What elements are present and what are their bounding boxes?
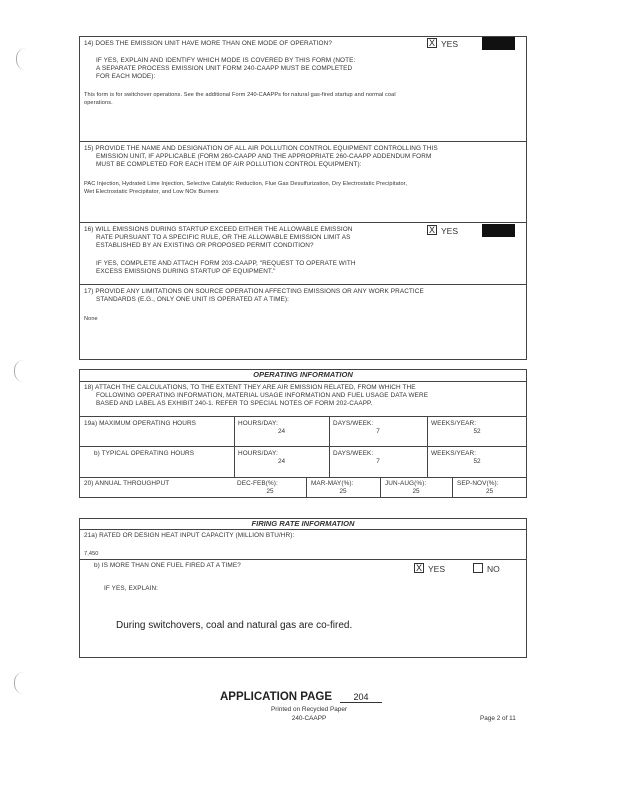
q19b-label: b) TYPICAL OPERATING HOURS — [94, 450, 195, 457]
divider — [79, 446, 527, 447]
q21b-yes-checkbox[interactable]: X — [415, 563, 422, 573]
binder-mark — [16, 48, 26, 70]
q21b-no-checkbox[interactable] — [473, 563, 483, 573]
q16-yes-checkbox[interactable]: X — [428, 225, 435, 235]
explain-label: IF YES, EXPLAIN: — [104, 585, 159, 592]
hours-day-label: HOURS/DAY: — [238, 450, 278, 457]
dec-feb-label: DEC-FEB(%): — [237, 480, 278, 487]
q21b-no-label: NO — [487, 564, 500, 574]
firing-title: FIRING RATE INFORMATION — [251, 519, 355, 528]
q16-question: 16) WILL EMISSIONS DURING STARTUP EXCEED EITHER THE ALLOWABLE EMISSION — [84, 226, 353, 233]
q21a-label: 21a) RATED OR DESIGN HEAT INPUT CAPACITY (MILLION BTU/HR): — [84, 532, 295, 539]
q16-question: RATE PURSUANT TO A SPECIFIC RULE, OR THE ALLOWABLE EMISSION LIMIT AS — [96, 234, 351, 241]
q15-question: EMISSION UNIT, IF APPLICABLE (FORM 260-CAAPP AND THE APPROPRIATE 260-CAAPP ADDENDUM FORM — [96, 153, 432, 160]
q14-instruction: IF YES, EXPLAIN AND IDENTIFY WHICH MODE IS COVERED BY THIS FORM (NOTE: — [96, 57, 356, 64]
q18-text: BASED AND LABEL AS EXHIBIT 240-1. REFER TO SPECIAL NOTES OF FORM 202-CAAPP. — [96, 400, 373, 407]
application-page-number: 204 — [340, 692, 382, 703]
q18-text: 18) ATTACH THE CALCULATIONS, TO THE EXTENT THEY ARE AIR EMISSION RELATED, FROM WHICH THE — [84, 384, 416, 391]
q15-question: 15) PROVIDE THE NAME AND DESIGNATION OF ALL AIR POLLUTION CONTROL EQUIPMENT CONTROLLING THIS — [84, 145, 438, 152]
divider — [79, 559, 527, 560]
days-week-label: DAYS/WEEK: — [333, 420, 374, 427]
q21b-label: b) IS MORE THAN ONE FUEL FIRED AT A TIME? — [94, 562, 241, 569]
q21a-value[interactable]: 7,450 — [84, 551, 99, 557]
divider — [79, 141, 527, 142]
weeks-year-label: WEEKS/YEAR: — [431, 420, 477, 427]
weeks-year-label: WEEKS/YEAR: — [431, 450, 477, 457]
max-days-week[interactable]: 7 — [376, 428, 380, 435]
form-id: 240-CAAPP — [291, 715, 327, 722]
q15-answer: Wet Electrostatic Precipitator, and Low NOx Burners — [84, 189, 219, 195]
typ-hours-day[interactable]: 24 — [277, 458, 286, 465]
divider — [427, 416, 428, 477]
q16-question: ESTABLISHED BY AN EXISTING OR PROPOSED PERMIT CONDITION? — [96, 242, 314, 249]
typ-weeks-year[interactable]: 52 — [473, 458, 481, 465]
q21b-yes-label: YES — [428, 564, 446, 574]
q16-yes-label: YES — [441, 226, 459, 236]
q14-instruction: FOR EACH MODE): — [96, 73, 156, 80]
application-page-label: APPLICATION PAGE — [220, 691, 333, 703]
q14-answer: operations. — [84, 100, 113, 106]
operating-title: OPERATING INFORMATION — [253, 370, 353, 379]
jun-aug-value[interactable]: 25 — [412, 488, 420, 495]
q15-answer: PAC Injection, Hydrated Lime Injection, Selective Catalytic Reduction, Flue Gas Desulfurization, Dry Electrostatic Precipitator, — [84, 181, 407, 187]
q17-question: 17) PROVIDE ANY LIMITATIONS ON SOURCE OPERATION AFFECTING EMISSIONS OR ANY WORK PRACTICE — [84, 288, 424, 295]
binder-mark — [14, 672, 24, 694]
q14-yes-label: YES — [441, 39, 459, 49]
mar-may-label: MAR-MAY(%): — [311, 480, 354, 487]
divider — [79, 284, 527, 285]
q16-instruction: EXCESS EMISSIONS DURING STARTUP OF EQUIPMENT." — [96, 268, 276, 275]
redaction-box — [482, 37, 515, 50]
q16-instruction: IF YES, COMPLETE AND ATTACH FORM 203-CAAPP, "REQUEST TO OPERATE WITH — [96, 260, 356, 267]
max-hours-day[interactable]: 24 — [277, 428, 286, 435]
upper-section-box — [79, 36, 527, 360]
max-weeks-year[interactable]: 52 — [473, 428, 481, 435]
divider — [234, 416, 235, 477]
q14-question: 14) DOES THE EMISSION UNIT HAVE MORE THAN ONE MODE OF OPERATION? — [84, 40, 332, 47]
q14-answer: This form is for switchover operations. See the additional Form 240-CAAPPs for natural gas-fired startup and normal coal — [84, 92, 396, 98]
q17-question: STANDARDS (E.G., ONLY ONE UNIT IS OPERATED AT A TIME): — [96, 296, 290, 303]
divider — [79, 529, 527, 530]
q15-question: MUST BE COMPLETED FOR EACH ITEM OF AIR POLLUTION CONTROL EQUIPMENT): — [96, 161, 362, 168]
q17-answer: None — [84, 316, 98, 322]
q19a-label: 19a) MAXIMUM OPERATING HOURS — [84, 420, 197, 427]
page-number: Page 2 of 11 — [480, 715, 516, 722]
sep-nov-label: SEP-NOV(%): — [457, 480, 499, 487]
divider — [79, 416, 527, 417]
hours-day-label: HOURS/DAY: — [238, 420, 278, 427]
divider — [79, 477, 527, 478]
divider — [79, 381, 527, 382]
q14-yes-checkbox[interactable]: X — [428, 38, 435, 48]
q18-text: FOLLOWING OPERATING INFORMATION, MATERIAL USAGE INFORMATION AND FUEL USAGE DATA WERE — [96, 392, 429, 399]
jun-aug-label: JUN-AUG(%): — [385, 480, 427, 487]
binder-mark — [14, 360, 24, 382]
typ-days-week[interactable]: 7 — [376, 458, 380, 465]
q14-instruction: A SEPARATE PROCESS EMISSION UNIT FORM 240-CAAPP MUST BE COMPLETED — [96, 65, 353, 72]
dec-feb-value[interactable]: 25 — [266, 488, 274, 495]
mar-may-value[interactable]: 25 — [339, 488, 347, 495]
divider — [329, 416, 330, 477]
days-week-label: DAYS/WEEK: — [333, 450, 374, 457]
explanation-text[interactable]: During switchovers, coal and natural gas are co-fired. — [116, 620, 353, 631]
divider — [79, 222, 527, 223]
redaction-box — [482, 224, 515, 237]
printed-recycled: Printed on Recycled Paper — [270, 706, 348, 713]
sep-nov-value[interactable]: 25 — [485, 488, 494, 495]
q20-label: 20) ANNUAL THROUGHPUT — [84, 480, 170, 487]
